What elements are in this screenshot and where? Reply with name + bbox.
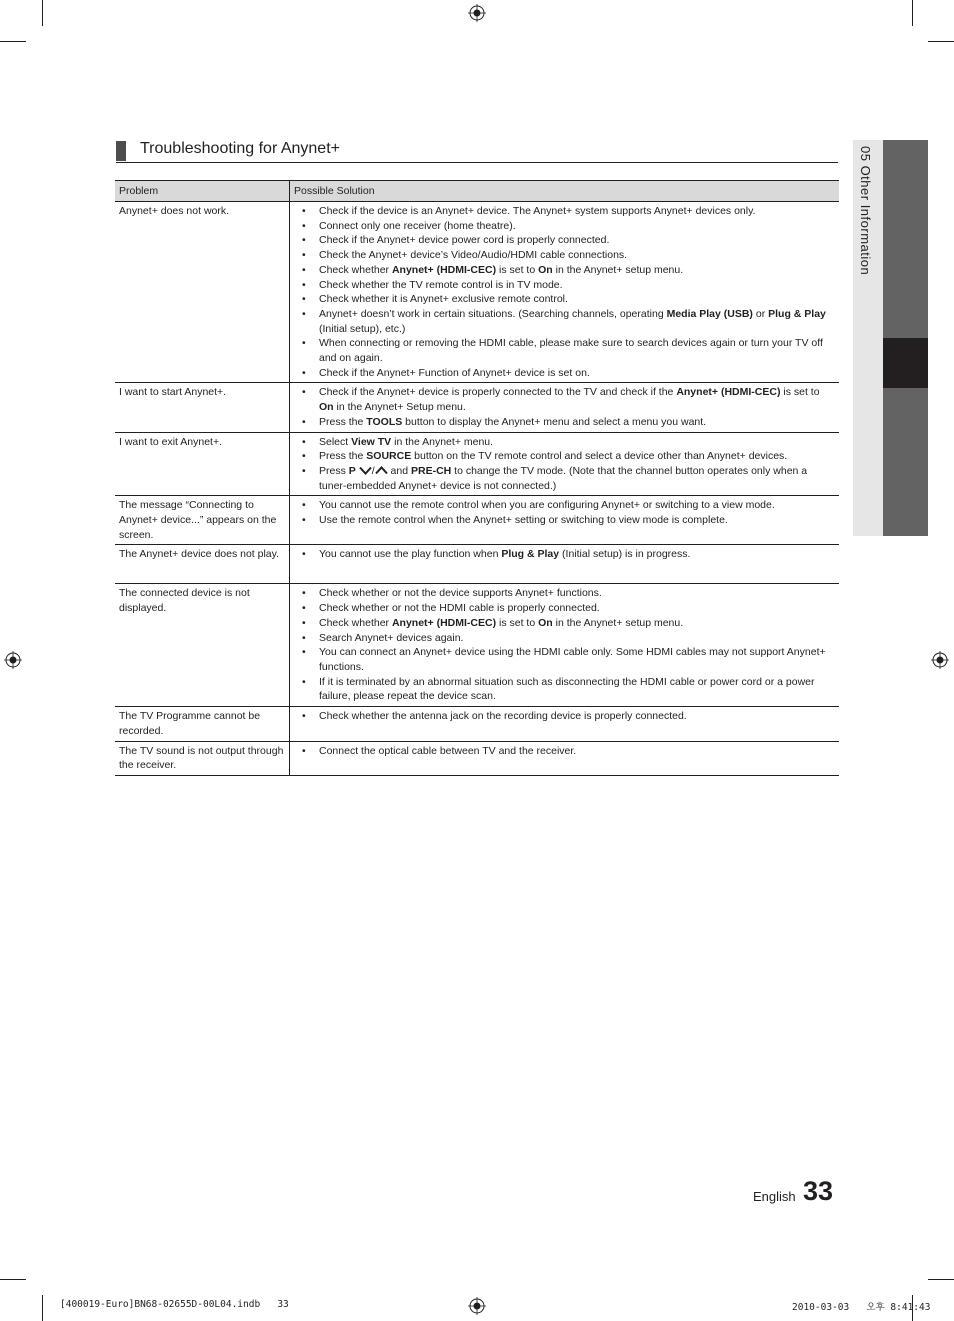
problem-cell: The message “Connecting to Anynet+ device...” appears on the screen. xyxy=(115,496,290,545)
bullet-icon: • xyxy=(302,602,306,615)
solution-text: (Initial setup) is in progress. xyxy=(559,548,691,561)
solution-text: Select xyxy=(319,435,352,448)
solution-item xyxy=(294,263,834,278)
solution-item xyxy=(294,336,834,365)
bullet-icon: • xyxy=(302,464,306,477)
bullet-icon: • xyxy=(302,263,306,276)
solution-list xyxy=(294,204,834,380)
registration-mark-icon xyxy=(4,651,22,669)
bullet-icon: • xyxy=(302,307,306,320)
solution-text: Check whether the antenna jack on the recording device is properly connected. xyxy=(319,710,687,723)
solution-text: Check whether the TV remote control is in TV mode. xyxy=(319,278,563,291)
bullet-icon: • xyxy=(302,293,306,306)
solution-text: button on the TV remote control and select a device other than Anynet+ devices. xyxy=(411,450,788,463)
solution-item xyxy=(294,449,834,464)
solution-text: Connect the optical cable between TV and the receiver. xyxy=(319,744,577,757)
solution-item xyxy=(294,385,834,414)
solution-item xyxy=(294,586,834,601)
solution-text: Search Anynet+ devices again. xyxy=(319,631,464,644)
channel-up-icon xyxy=(375,465,388,477)
solution-text: Anynet+ doesn’t work in certain situations. (Searching channels, operating xyxy=(319,307,667,320)
problem-cell: The Anynet+ device does not play. xyxy=(115,545,290,584)
solution-list xyxy=(294,385,834,429)
solution-item xyxy=(294,248,834,263)
solution-cell xyxy=(290,383,840,432)
solution-item xyxy=(294,233,834,248)
solution-text: Check whether or not the device supports Anynet+ functions. xyxy=(319,587,602,600)
registration-mark-icon xyxy=(468,4,486,22)
menu-term: SOURCE xyxy=(366,450,412,463)
solution-list xyxy=(294,744,834,759)
bullet-icon: • xyxy=(302,514,306,527)
solution-text: in the Anynet+ menu. xyxy=(391,435,494,448)
menu-term: On xyxy=(538,616,553,629)
problem-cell: Anynet+ does not work. xyxy=(115,202,290,383)
table-header-row xyxy=(115,181,839,202)
footer-language: English xyxy=(753,1189,796,1204)
crop-mark xyxy=(928,41,954,42)
menu-term: On xyxy=(319,401,334,414)
solution-text: Check if the device is an Anynet+ device. The Anynet+ system supports Anynet+ devices only. xyxy=(319,205,756,217)
section-title: Troubleshooting for Anynet+ xyxy=(140,140,340,157)
menu-term: Anynet+ (HDMI-CEC) xyxy=(391,263,497,276)
menu-term: View TV xyxy=(351,435,392,448)
solution-cell xyxy=(290,741,840,775)
chapter-tab-marker xyxy=(883,338,928,388)
table-row xyxy=(115,741,839,775)
crop-mark xyxy=(0,41,26,42)
solution-item xyxy=(294,219,834,234)
solution-text: Check the Anynet+ device’s Video/Audio/HDMI cable connections. xyxy=(319,249,628,262)
solution-list xyxy=(294,586,834,704)
problem-cell: The TV sound is not output through the receiver. xyxy=(115,741,290,775)
solution-text: Check if the Anynet+ device power cord is properly connected. xyxy=(319,234,610,247)
solution-text: Check whether it is Anynet+ exclusive remote control. xyxy=(319,293,568,306)
solution-text: You cannot use the play function when xyxy=(319,548,502,561)
solution-text: Use the remote control when the Anynet+ setting or switching to view mode is complete. xyxy=(319,514,728,527)
bullet-icon: • xyxy=(302,278,306,291)
bullet-icon: • xyxy=(302,386,306,399)
bullet-icon: • xyxy=(302,337,306,350)
solution-item xyxy=(294,631,834,646)
menu-term: PRE-CH xyxy=(410,464,452,477)
bullet-icon: • xyxy=(302,631,306,644)
solution-item xyxy=(294,744,834,759)
solution-cell xyxy=(290,202,840,383)
menu-term: TOOLS xyxy=(366,415,403,428)
crop-mark xyxy=(0,1279,26,1280)
table-row xyxy=(115,584,839,707)
solution-text: and xyxy=(387,464,411,477)
problem-cell: I want to start Anynet+. xyxy=(115,383,290,432)
solution-cell xyxy=(290,584,840,707)
solution-item xyxy=(294,513,834,528)
solution-text: Press the xyxy=(319,415,367,428)
date-slug: 2010-03-03 오후 8:41:43 xyxy=(792,1302,931,1313)
solution-item xyxy=(294,645,834,674)
solution-cell xyxy=(290,707,840,741)
menu-term: Anynet+ (HDMI-CEC) xyxy=(676,386,781,399)
registration-mark-icon xyxy=(931,651,949,669)
solution-text: in the Anynet+ Setup menu. xyxy=(333,401,466,414)
menu-term: P xyxy=(348,464,356,477)
bullet-icon: • xyxy=(302,548,306,561)
solution-text: Press the xyxy=(319,450,367,463)
bullet-icon: • xyxy=(302,499,306,512)
solution-text: is set to xyxy=(496,616,539,629)
solution-text: in the Anynet+ setup menu. xyxy=(552,263,684,276)
solution-text: Connect only one receiver (home theatre). xyxy=(319,219,516,232)
table-row xyxy=(115,432,839,496)
registration-mark-icon xyxy=(468,1297,486,1315)
solution-text: to change the TV mode. (Note that the channel button operates only when a tuner-embedded Anynet+ device is not connected.) xyxy=(319,464,808,492)
solution-item xyxy=(294,464,834,493)
table-row xyxy=(115,496,839,545)
bullet-icon: • xyxy=(302,219,306,232)
solution-text: in the Anynet+ setup menu. xyxy=(552,616,684,629)
solution-item xyxy=(294,366,834,381)
solution-list xyxy=(294,435,834,494)
solution-item xyxy=(294,675,834,704)
crop-mark xyxy=(42,0,43,26)
heading-bar-icon xyxy=(116,141,126,161)
solution-text: You can connect an Anynet+ device using the HDMI cable only. Some HDMI cables may not support Anynet+ functions. xyxy=(319,646,826,673)
solution-item xyxy=(294,547,834,562)
solution-item xyxy=(294,435,834,450)
column-header-solution: Possible Solution xyxy=(290,181,840,202)
solution-text: Press xyxy=(319,464,349,477)
menu-term: Plug & Play xyxy=(501,548,560,561)
menu-term: Media Play (USB) xyxy=(666,307,753,320)
solution-text: You cannot use the remote control when you are configuring Anynet+ or switching to a view mode. xyxy=(319,499,775,512)
solution-item xyxy=(294,278,834,293)
solution-cell xyxy=(290,496,840,545)
solution-item xyxy=(294,709,834,724)
table-body xyxy=(115,202,839,776)
solution-item xyxy=(294,498,834,513)
solution-text: button to display the Anynet+ menu and select a menu you want. xyxy=(402,415,707,428)
solution-text: / xyxy=(371,464,375,477)
column-header-problem: Problem xyxy=(115,181,290,202)
menu-term: On xyxy=(538,263,553,276)
solution-item xyxy=(294,415,834,430)
section-heading xyxy=(116,139,838,163)
crop-mark xyxy=(912,0,913,26)
bullet-icon: • xyxy=(302,616,306,629)
solution-text: (Initial setup), etc.) xyxy=(319,322,406,335)
solution-text: Check whether xyxy=(319,616,392,629)
troubleshooting-table xyxy=(115,180,839,776)
crop-mark xyxy=(928,1279,954,1280)
solution-text: When connecting or removing the HDMI cable, please make sure to search devices again or turn your TV off and on again. xyxy=(319,337,823,365)
solution-text: Check if the Anynet+ device is properly connected to the TV and check if the xyxy=(319,386,677,399)
bullet-icon: • xyxy=(302,205,306,217)
bullet-icon: • xyxy=(302,234,306,247)
bullet-icon: • xyxy=(302,744,306,757)
solution-text: Check whether xyxy=(319,263,392,276)
solution-text: Check if the Anynet+ Function of Anynet+ device is set on. xyxy=(319,366,590,379)
bullet-icon: • xyxy=(302,675,306,688)
table-row xyxy=(115,707,839,741)
file-slug: [400019-Euro]BN68-02655D-00L04.indb 33 xyxy=(60,1299,289,1310)
page-number: 33 xyxy=(803,1176,834,1206)
solution-cell xyxy=(290,432,840,496)
chapter-tab-label: 05 Other Information xyxy=(858,146,873,276)
solution-item xyxy=(294,204,834,219)
bullet-icon: • xyxy=(302,646,306,659)
bullet-icon: • xyxy=(302,710,306,723)
solution-cell xyxy=(290,545,840,584)
problem-cell: I want to exit Anynet+. xyxy=(115,432,290,496)
solution-list xyxy=(294,498,834,527)
bullet-icon: • xyxy=(302,249,306,262)
solution-item xyxy=(294,292,834,307)
solution-item xyxy=(294,616,834,631)
channel-down-icon xyxy=(359,465,372,477)
table-row xyxy=(115,545,839,584)
table-row xyxy=(115,383,839,432)
menu-term: Plug & Play xyxy=(768,307,826,320)
problem-cell: The connected device is not displayed. xyxy=(115,584,290,707)
bullet-icon: • xyxy=(302,435,306,448)
table-row xyxy=(115,202,839,383)
solution-item xyxy=(294,307,834,336)
solution-text: is set to xyxy=(496,263,539,276)
solution-list xyxy=(294,547,834,562)
crop-mark xyxy=(42,1295,43,1321)
solution-item xyxy=(294,601,834,616)
problem-cell: The TV Programme cannot be recorded. xyxy=(115,707,290,741)
bullet-icon: • xyxy=(302,366,306,379)
solution-text: or xyxy=(752,307,769,320)
bullet-icon: • xyxy=(302,415,306,428)
solution-text: Check whether or not the HDMI cable is properly connected. xyxy=(319,602,600,615)
bullet-icon: • xyxy=(302,450,306,463)
solution-text: If it is terminated by an abnormal situation such as disconnecting the HDMI cable or power cord or a power failure, please repeat the device scan. xyxy=(319,675,815,703)
solution-list xyxy=(294,709,834,724)
menu-term: Anynet+ (HDMI-CEC) xyxy=(391,616,497,629)
bullet-icon: • xyxy=(302,587,306,600)
solution-text: is set to xyxy=(780,386,820,399)
